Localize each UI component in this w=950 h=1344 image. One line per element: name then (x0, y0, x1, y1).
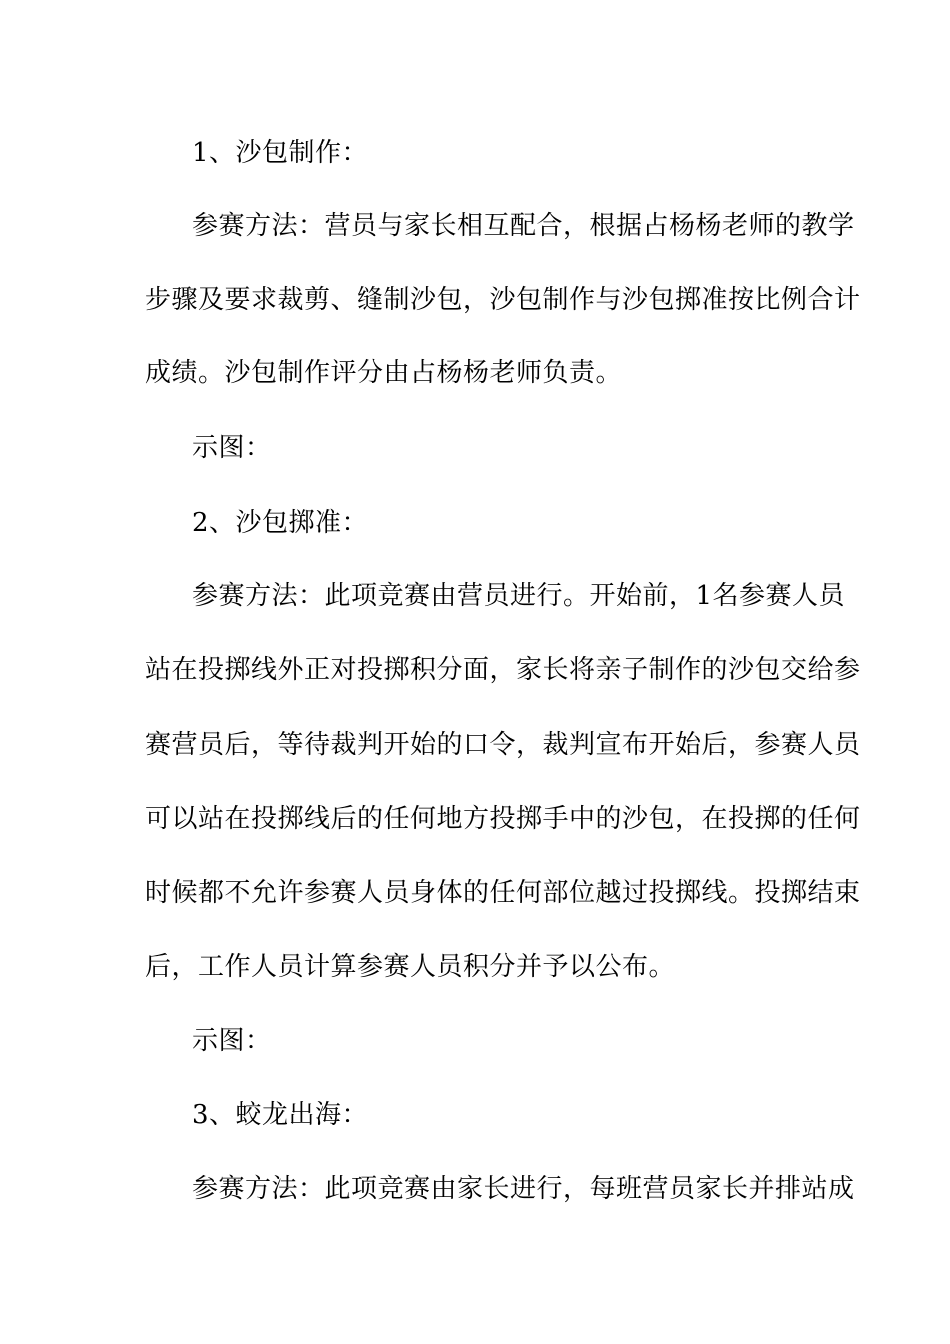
section-2-method-line: 站在投掷线外正对投掷积分面，家长将亲子制作的沙包交给参 (145, 655, 861, 685)
section-1-heading: 1、沙包制作： (192, 138, 369, 168)
section-2-method-line: 后，工作人员计算参赛人员积分并予以公布。 (145, 952, 676, 982)
section-2-heading: 2、沙包掷准： (192, 508, 369, 538)
section-2-method-line: 可以站在投掷线后的任何地方投掷手中的沙包，在投掷的任何 (145, 804, 861, 834)
section-2-method-line: 赛营员后，等待裁判开始的口令，裁判宣布开始后，参赛人员 (145, 730, 861, 760)
section-2-method-line: 时候都不允许参赛人员身体的任何部位越过投掷线。投掷结束 (145, 878, 861, 908)
section-1-method-line: 步骤及要求裁剪、缝制沙包，沙包制作与沙包掷准按比例合计 (145, 285, 861, 315)
section-1-method-line: 参赛方法：营员与家长相互配合，根据占杨杨老师的教学 (192, 211, 855, 241)
section-1-figure-label: 示图： (192, 433, 272, 463)
section-2-figure-label: 示图： (192, 1026, 272, 1056)
section-3-method-line: 参赛方法：此项竞赛由家长进行，每班营员家长并排站成 (192, 1174, 855, 1204)
section-1-method-line: 成绩。沙包制作评分由占杨杨老师负责。 (145, 358, 623, 388)
section-2-method-line: 参赛方法：此项竞赛由营员进行。开始前，1名参赛人员 (192, 581, 846, 611)
section-3-heading: 3、蛟龙出海： (192, 1100, 369, 1130)
